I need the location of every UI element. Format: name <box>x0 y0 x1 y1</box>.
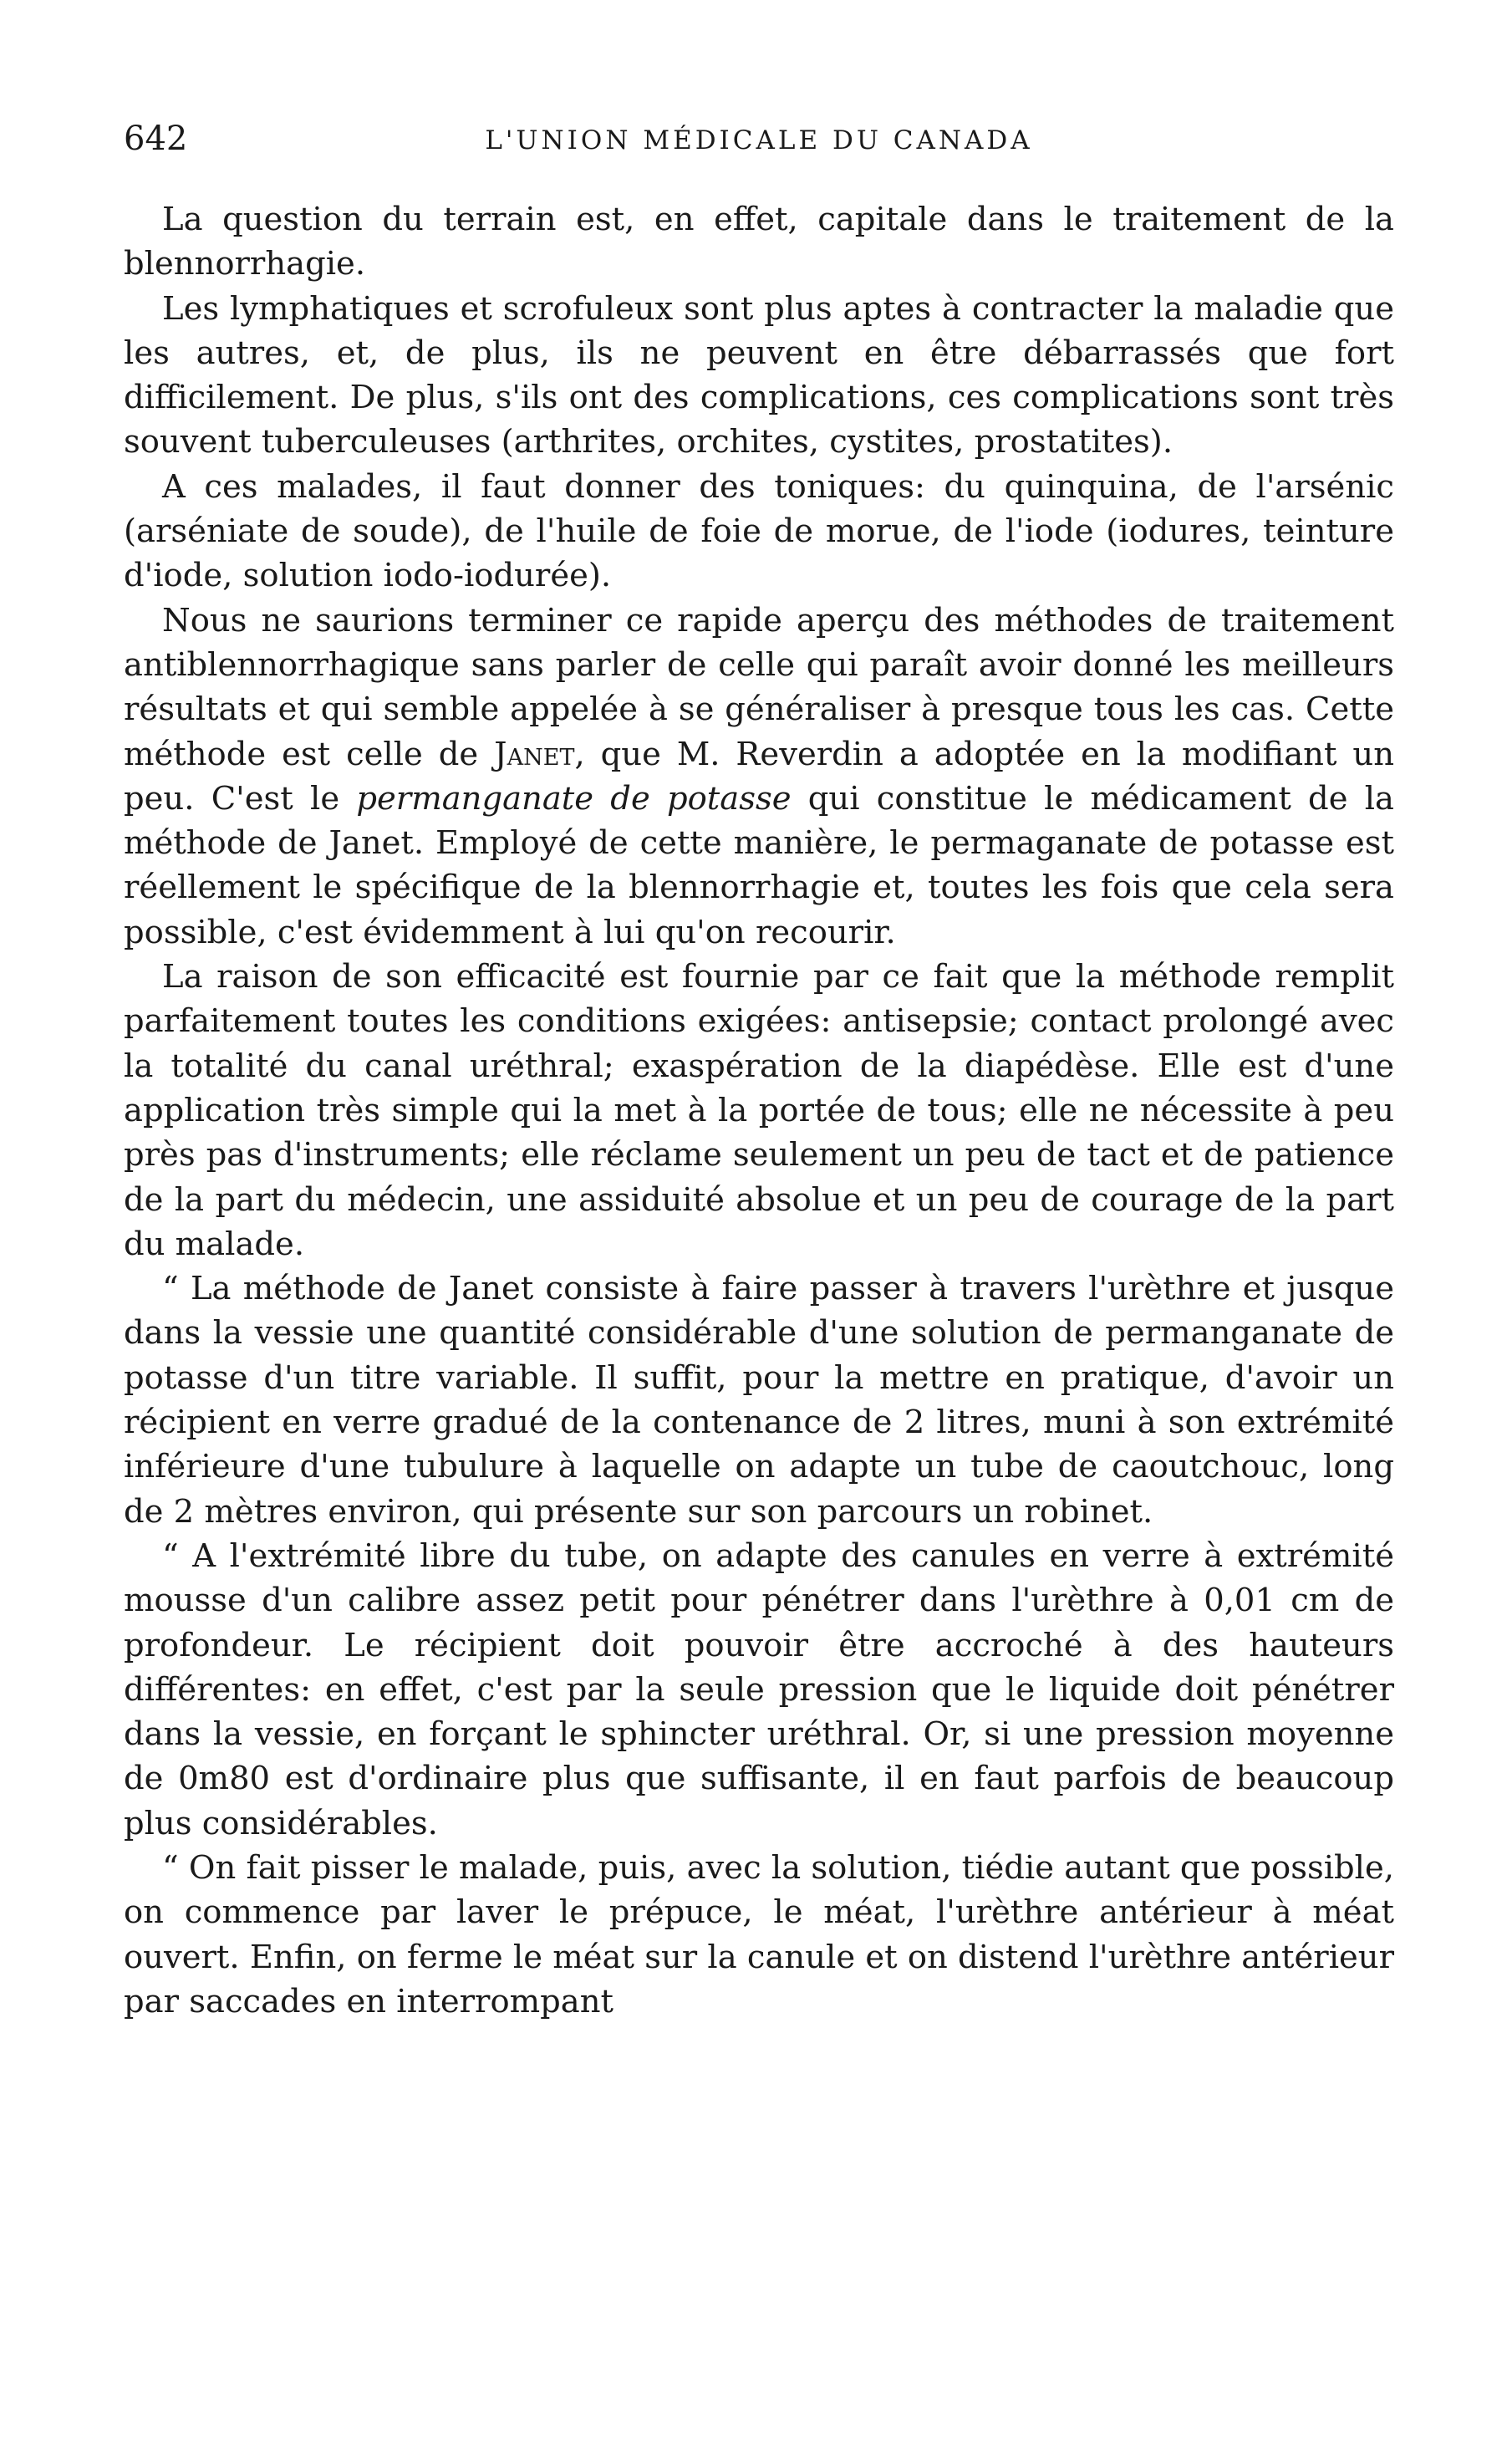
paragraph: La raison de son efficacité est fournie par ce fait que la méthode remplit parfaitement toutes les conditions exigées: antisepsie; contact prolongé avec la totalité du canal uréthral; exaspération de la diapédèse. Elle est d'une application très simple qui la met à la portée de tous; elle ne nécessite à peu près pas d'instruments; elle réclame seulement un peu de tact et de patience de la part du médecin, une assiduité absolue et un peu de courage de la part du malade. <box>124 958 1394 1263</box>
running-head <box>124 117 1394 167</box>
paragraph: “ La méthode de Janet consiste à faire passer à travers l'urèthre et jusque dans la vessie une quantité considérable d'une solution de permanganate de potasse d'un titre variable. Il suffit, pour la mettre en pratique, d'avoir un récipient en verre gradué de la contenance de 2 litres, muni à son extrémité inférieure d'une tubulure à laquelle on adapte un tube de caoutchouc, long de 2 mètres environ, qui présente sur son parcours un robinet. <box>124 1270 1394 1531</box>
document-page <box>124 117 1394 2024</box>
paragraph-text: qui constitue le médicament de la méthode de Janet. Employé de cette manière, le permaganate de potasse est réellement le spécifique de la blennorrhagie et, toutes les fois que cela sera possible, c'est évidemment à lui qu'on recourir. <box>124 779 1394 951</box>
paragraph: “ On fait pisser le malade, puis, avec la solution, tiédie autant que possible, on commence par laver le prépuce, le méat, l'urèthre antérieur à méat ouvert. Enfin, on ferme le méat sur la canule et on distend l'urèthre antérieur par saccades en interrompant <box>124 1848 1394 2020</box>
paragraph-text: Nous ne saurions terminer ce rapide aperçu des méthodes de traitement antiblennorrhagique sans parler de celle qui paraît avoir donné les meilleurs résultats et qui semble appelée à se généraliser à presque tous les cas. Cette méthode est celle de <box>124 601 1394 773</box>
page-number: 642 <box>124 120 188 158</box>
author-name-janet: Janet <box>494 735 575 773</box>
paragraph: A ces malades, il faut donner des toniques: du quinquina, de l'arsénic (arséniate de soude), de l'huile de foie de morue, de l'iode (iodures, teinture d'iode, solution iodo-iodurée). <box>124 467 1394 595</box>
paragraph <box>124 599 1394 955</box>
italic-term: permanganate de potasse <box>356 779 792 818</box>
journal-title: L'UNION MÉDICALE DU CANADA <box>485 125 1033 155</box>
paragraph: “ A l'extrémité libre du tube, on adapte des canules en verre à extrémité mousse d'un calibre assez petit pour pénétrer dans l'urèthre à 0,01 cm de profondeur. Le récipient doit pouvoir être accroché à des hauteurs différentes: en effet, c'est par la seule pression que le liquide doit pénétrer dans la vessie, en forçant le sphincter uréthral. Or, si une pression moyenne de 0m80 est d'ordinaire plus que suffisante, il en faut parfois de beaucoup plus considérables. <box>124 1536 1394 1842</box>
paragraph: Les lymphatiques et scrofuleux sont plus aptes à contracter la maladie que les autres, et, de plus, ils ne peuvent en être débarrassés que fort difficilement. De plus, s'ils ont des complications, ces complications sont très souvent tuberculeuses (arthrites, orchites, cystites, prostatites). <box>124 289 1394 461</box>
paragraph-text: , que M. Reverdin a adoptée en la modifiant un peu. C'est le <box>124 735 1394 818</box>
paragraph: La question du terrain est, en effet, capitale dans le traitement de la blennorrhagie. <box>124 201 1394 283</box>
body-text <box>124 197 1394 2024</box>
